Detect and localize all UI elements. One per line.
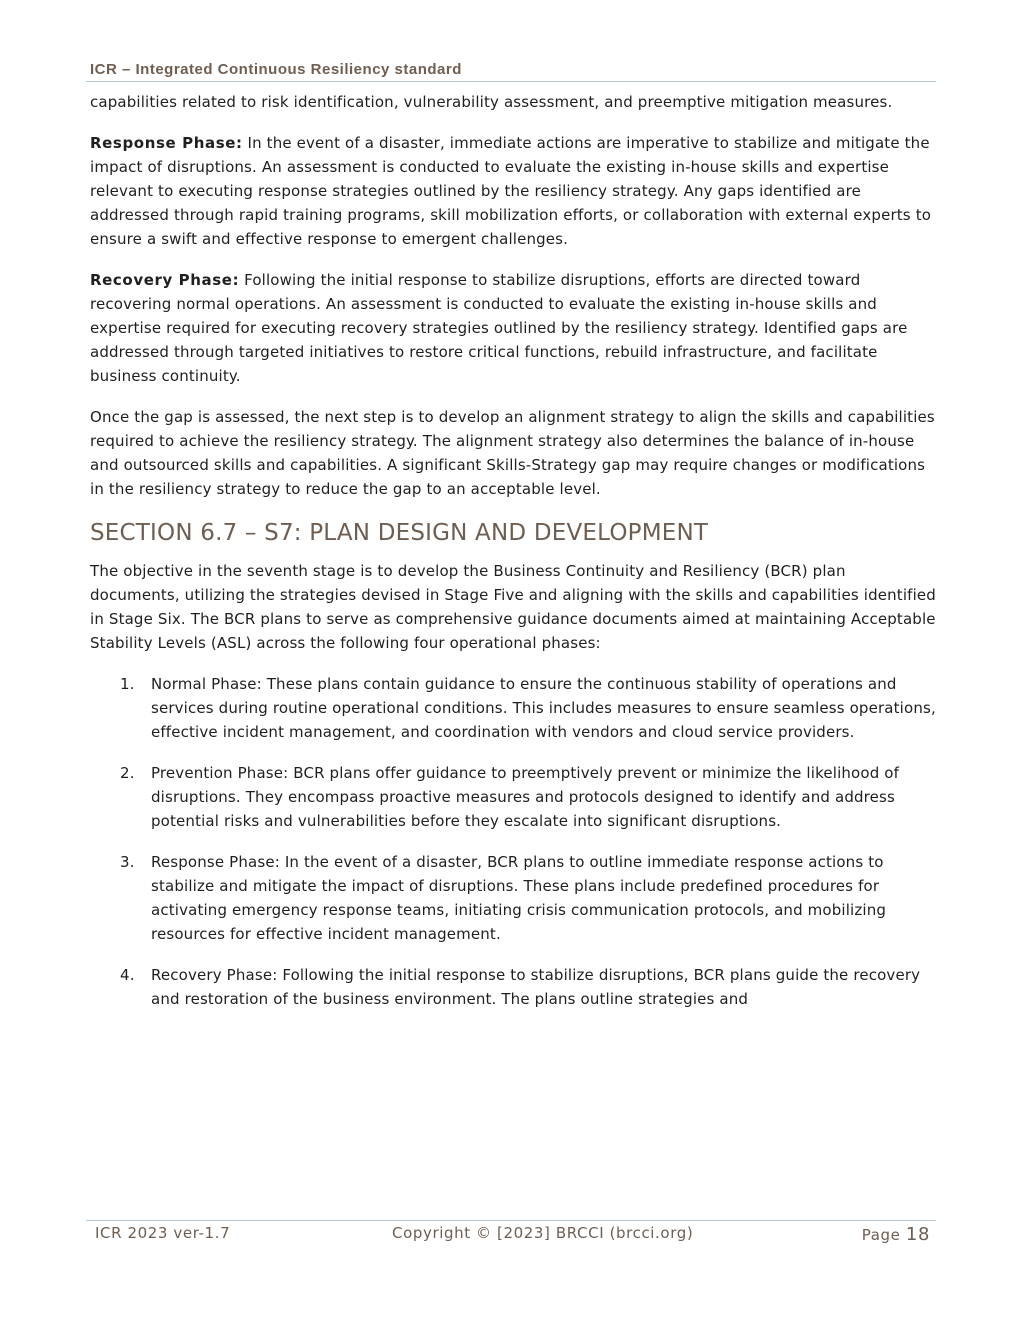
list-item-text: Normal Phase: These plans contain guidance to ensure the continuous stability of operations and services during routine operational conditions. This includes measures to ensure seamless operations, effective incident management, and coordination with vendors and cloud service providers. [151,675,936,741]
list-item [90,761,938,833]
section-heading: SECTION 6.7 – S7: PLAN DESIGN AND DEVELOPMENT [90,520,709,546]
footer-page-label: Page [861,1226,906,1244]
running-header: ICR – Integrated Continuous Resiliency standard [90,61,462,78]
list-item [90,850,938,946]
phases-list [90,672,938,1011]
recovery-phase-lead: Recovery Phase: [90,271,240,289]
list-item-number: 1. [120,675,135,693]
list-item-text: Recovery Phase: Following the initial response to stabilize disruptions, BCR plans guide the recovery and restoration of the business environment. The plans outline strategies and [151,966,921,1008]
footer-version: ICR 2023 ver-1.7 [95,1224,231,1242]
list-item-text: Response Phase: In the event of a disaster, BCR plans to outline immediate response actions to stabilize and mitigate the impact of disruptions. These plans include predefined procedures for activating emergency response teams, initiating crisis communication protocols, and mobilizing resources for effective incident management. [151,853,887,943]
footer-page-number: 18 [905,1224,930,1245]
gap-paragraph: Once the gap is assessed, the next step is to develop an alignment strategy to align the skills and capabilities required to achieve the resiliency strategy. The alignment strategy also determines the balance of in-house and outsourced skills and capabilities. A significant Skills-Strategy gap may require changes or modifications in the resiliency strategy to reduce the gap to an acceptable level. [90,408,935,498]
page-body [90,90,938,1028]
list-item-number: 3. [120,853,135,871]
list-item [90,963,938,1011]
list-item-text: Prevention Phase: BCR plans offer guidance to preemptively prevent or minimize the likelihood of disruptions. They encompass proactive measures and protocols designed to identify and address potential risks and vulnerabilities before they escalate into significant disruptions. [151,764,900,830]
list-item-number: 2. [120,764,135,782]
list-item-number: 4. [120,966,135,984]
recovery-phase-paragraph [90,268,938,388]
recovery-phase-text: Following the initial response to stabilize disruptions, efforts are directed toward recovering normal operations. An assessment is conducted to evaluate the existing in-house skills and expertise required for executing recovery strategies outlined by the resiliency strategy. Identified gaps are addressed through targeted initiatives to restore critical functions, rebuild infrastructure, and facilitate business continuity. [90,271,908,385]
footer-copyright: Copyright © [2023] BRCCI (brcci.org) [392,1224,694,1242]
response-phase-text: In the event of a disaster, immediate actions are imperative to stabilize and mitigate the impact of disruptions. An assessment is conducted to evaluate the existing in-house skills and expertise relevant to executing response strategies outlined by the resiliency strategy. Any gaps identified are addressed through rapid training programs, skill mobilization efforts, or collaboration with external experts to ensure a swift and effective response to emergent challenges. [90,134,932,248]
intro-continuation: capabilities related to risk identification, vulnerability assessment, and preemptive mitigation measures. [90,93,893,111]
response-phase-paragraph [90,131,938,251]
footer-divider [86,1220,936,1221]
footer-page [862,1224,930,1245]
list-item [90,672,938,744]
section-objective: The objective in the seventh stage is to develop the Business Continuity and Resiliency (BCR) plan documents, utilizing the strategies devised in Stage Five and aligning with the skills and capabilities identified in Stage Six. The BCR plans to serve as comprehensive guidance documents aimed at maintaining Acceptable Stability Levels (ASL) across the following four operational phases: [90,562,936,652]
response-phase-lead: Response Phase: [90,134,243,152]
header-divider [86,81,936,82]
